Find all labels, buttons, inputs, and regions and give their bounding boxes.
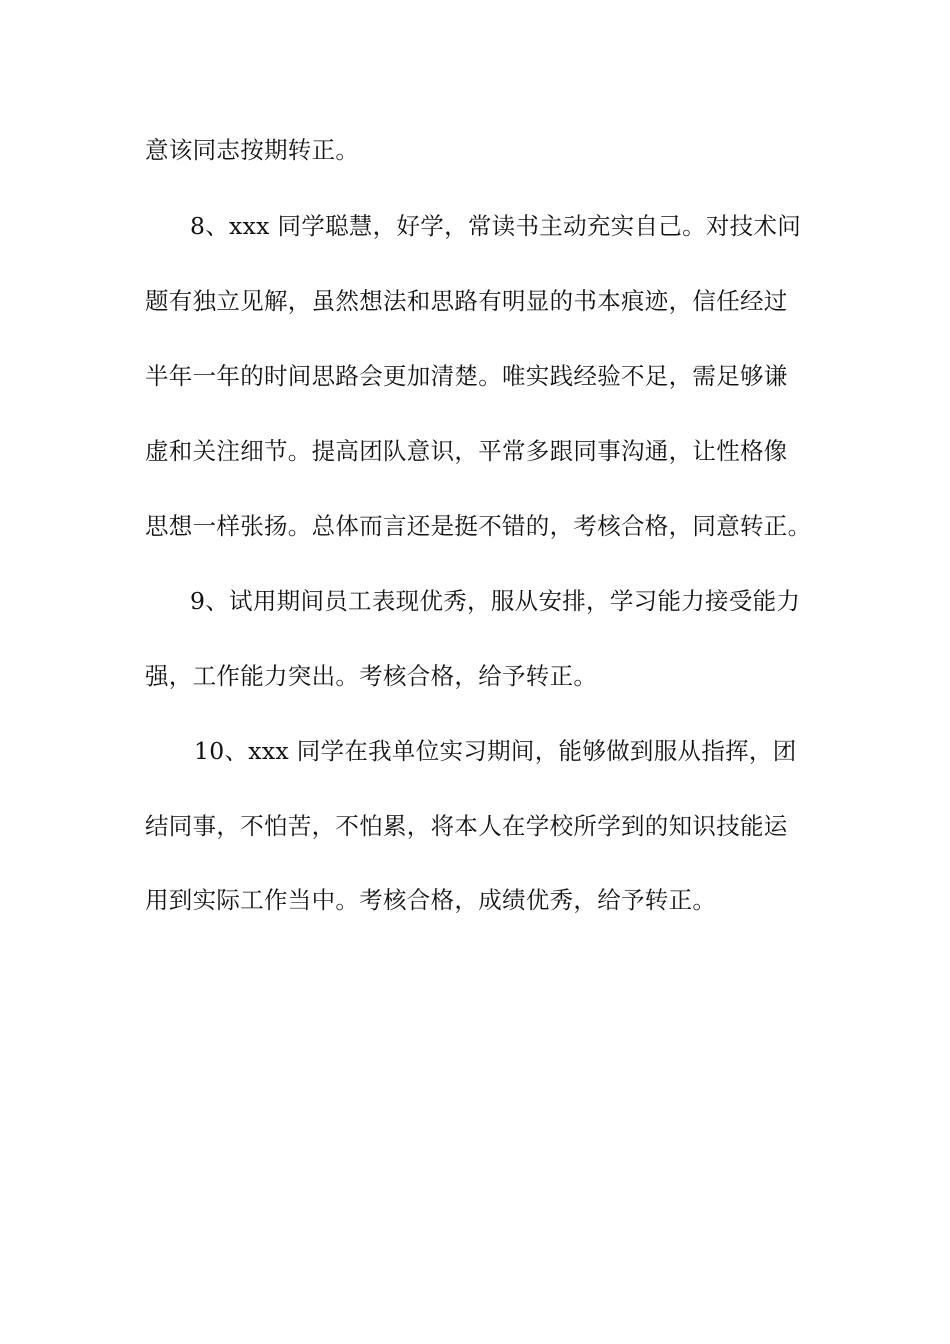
text-line: 半年一年的时间思路会更加清楚。唯实践经验不足，需足够谦	[145, 362, 788, 390]
paragraph-10-start: 10、xxx 同学在我单位实习期间，能够做到服从指挥，团	[194, 737, 797, 765]
paragraph-9-start: 9、试用期间员工表现优秀，服从安排，学习能力接受能力	[190, 587, 801, 615]
text-line: 强，工作能力突出。考核合格，给予转正。	[145, 662, 598, 690]
text-line: 结同事，不怕苦，不怕累，将本人在学校所学到的知识技能运	[145, 812, 788, 840]
text-line: 虚和关注细节。提高团队意识，平常多跟同事沟通，让性格像	[145, 437, 788, 465]
text-line: 题有独立见解，虽然想法和思路有明显的书本痕迹，信任经过	[145, 287, 788, 315]
text-line: 用到实际工作当中。考核合格，成绩优秀，给予转正。	[145, 886, 717, 914]
text-line: 意该同志按期转正。	[145, 136, 360, 164]
paragraph-8-start: 8、xxx 同学聪慧，好学，常读书主动充实自己。对技术问	[190, 212, 802, 240]
text-line: 思想一样张扬。总体而言还是挺不错的，考核合格，同意转正。	[145, 512, 812, 540]
